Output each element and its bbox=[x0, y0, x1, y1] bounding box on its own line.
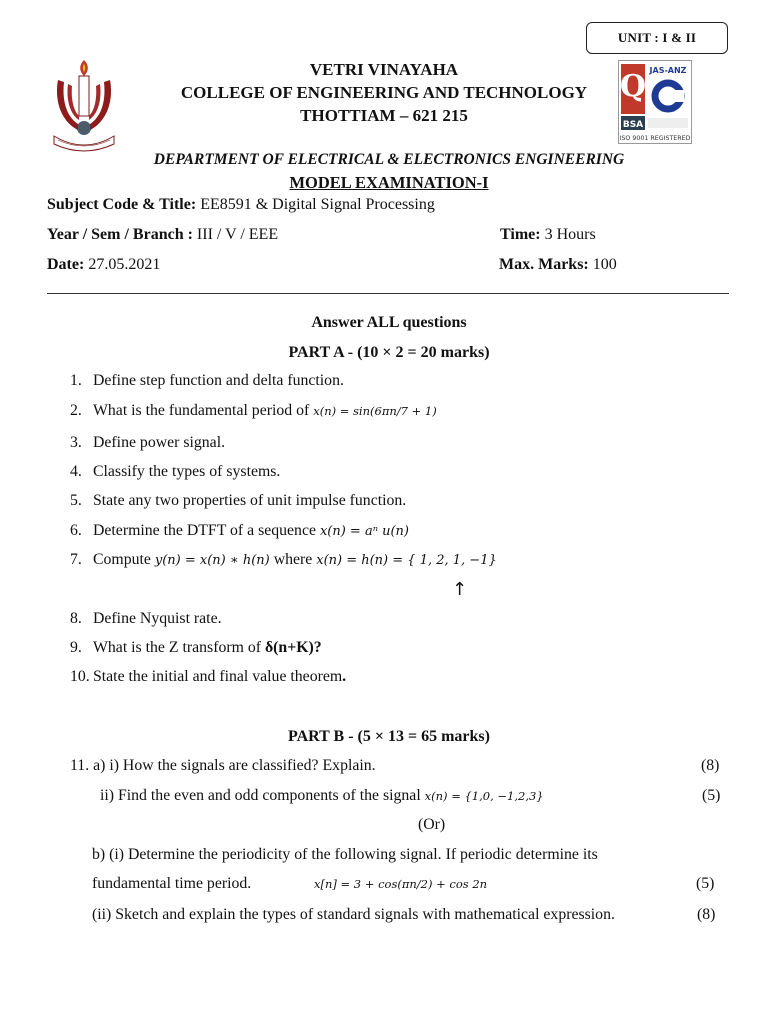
part-b-title: PART B - (5 × 13 = 65 marks) bbox=[288, 728, 490, 745]
max-marks-field bbox=[499, 256, 617, 274]
date-label: Date: bbox=[47, 256, 85, 273]
or-separator: (Or) bbox=[418, 816, 446, 833]
time-label: Time: bbox=[500, 226, 541, 243]
question-6: 6. Determine the DTFT of a sequence x(n) = aⁿ u(n) bbox=[70, 522, 409, 539]
question-11b-i-math: x[n] = 3 + cos(πn/2) + cos 2n bbox=[314, 877, 488, 891]
question-10: 10. State the initial and final value theorem. bbox=[70, 668, 347, 685]
question-11a-i-marks: (8) bbox=[701, 757, 720, 774]
exam-title: MODEL EXAMINATION-I bbox=[289, 173, 489, 192]
svg-text:Q: Q bbox=[619, 69, 647, 104]
question-11a-ii-math: x(n) = {1,0, −1,2,3} bbox=[424, 789, 544, 803]
divider bbox=[47, 293, 729, 294]
question-2: 2. What is the fundamental period of x(n) = sin(6πn/7 + 1) bbox=[70, 402, 437, 419]
iso-badge-registered: ISO 9001 REGISTERED bbox=[619, 135, 691, 142]
date-value: 27.05.2021 bbox=[88, 256, 161, 273]
question-11a-ii: ii) Find the even and odd components of the signal x(n) = {1,0, −1,2,3} bbox=[100, 787, 544, 804]
unit-badge: UNIT : I & II bbox=[586, 22, 728, 54]
question-5: 5. State any two properties of unit impulse function. bbox=[70, 492, 407, 509]
question-11b-ii: (ii) Sketch and explain the types of standard signals with mathematical expression. bbox=[92, 906, 615, 923]
year-value: III / V / EEE bbox=[196, 226, 279, 243]
max-marks-value: 100 bbox=[592, 256, 617, 273]
question-11a-i: 11. a) i) How the signals are classified? Explain. bbox=[70, 757, 376, 774]
college-name-line1: VETRI VINAYAHA bbox=[309, 60, 459, 79]
instructions: Answer ALL questions bbox=[311, 314, 467, 331]
date-field bbox=[47, 256, 160, 274]
question-2-math: x(n) = sin(6πn/7 + 1) bbox=[313, 404, 437, 418]
college-address: THOTTIAM – 621 215 bbox=[300, 106, 468, 125]
question-7: 7. Compute y(n) = x(n) ∗ h(n) where x(n) = h(n) = { 1, 2, 1, −1} bbox=[70, 551, 497, 568]
year-label: Year / Sem / Branch : bbox=[47, 226, 193, 243]
question-9: 9. What is the Z transform of δ(n+K)? bbox=[70, 639, 322, 656]
question-7-math: y(n) = x(n) ∗ h(n) bbox=[154, 553, 270, 568]
department-name: DEPARTMENT OF ELECTRICAL & ELECTRONICS ENGINEERING bbox=[153, 151, 625, 168]
question-11b-ii-marks: (8) bbox=[697, 906, 716, 923]
subject-value: EE8591 & Digital Signal Processing bbox=[200, 196, 435, 213]
question-11a-ii-marks: (5) bbox=[702, 787, 721, 804]
subject-label: Subject Code & Title: bbox=[47, 196, 197, 213]
question-11b-i-line2: fundamental time period. bbox=[92, 875, 252, 892]
question-3: 3. Define power signal. bbox=[70, 434, 226, 451]
subject-field bbox=[47, 196, 435, 214]
iso-badge-text: JAS-ANZ bbox=[649, 66, 687, 75]
question-11b-i-marks: (5) bbox=[696, 875, 715, 892]
time-field bbox=[500, 226, 596, 244]
time-value: 3 Hours bbox=[544, 226, 596, 243]
question-11b-i-line1: b) (i) Determine the periodicity of the following signal. If periodic determine its bbox=[92, 846, 598, 863]
max-marks-label: Max. Marks: bbox=[499, 256, 589, 273]
question-6-math: x(n) = aⁿ u(n) bbox=[319, 524, 409, 539]
year-field bbox=[47, 226, 278, 244]
iso-badge-bsa: BSA bbox=[622, 120, 644, 130]
question-1: 1. Define step function and delta function. bbox=[70, 372, 344, 389]
college-name-line2: COLLEGE OF ENGINEERING AND TECHNOLOGY bbox=[180, 83, 588, 102]
question-4: 4. Classify the types of systems. bbox=[70, 463, 281, 480]
question-8: 8. Define Nyquist rate. bbox=[70, 610, 222, 627]
up-arrow-icon: ↑ bbox=[452, 579, 468, 600]
question-7-math2: x(n) = h(n) = { 1, 2, 1, −1} bbox=[316, 553, 497, 568]
iso-certification-icon bbox=[618, 60, 692, 144]
part-a-title: PART A - (10 × 2 = 20 marks) bbox=[288, 344, 490, 361]
